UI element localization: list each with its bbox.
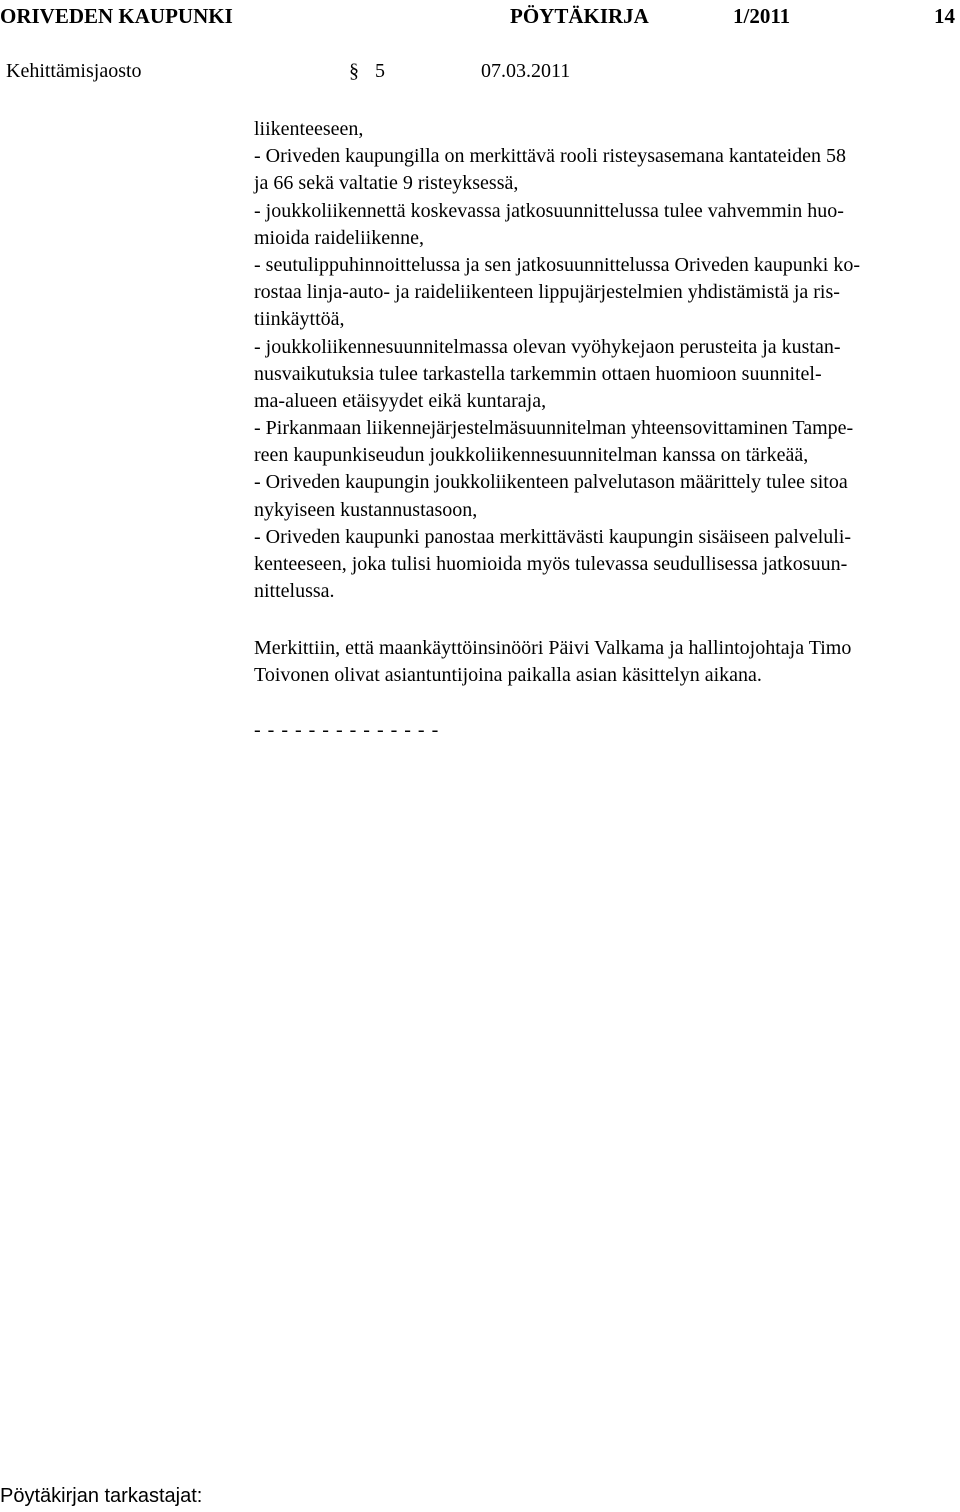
section-separator — [254, 717, 954, 744]
meeting-date: 07.03.2011 — [481, 60, 571, 82]
text-line: - joukkoliikennesuunnitelmassa olevan vyöhykejaon perusteita ja kustan- — [254, 335, 841, 358]
separator-line: - - - - - - - - - - - - - - — [254, 719, 440, 741]
text-line: nittelussa. — [254, 580, 335, 603]
text-line: - Pirkanmaan liikennejärjestelmäsuunnitelman yhteensovittaminen Tampe- — [254, 417, 854, 440]
document-type: PÖYTÄKIRJA — [510, 4, 649, 28]
section-sign: § — [349, 60, 359, 82]
text-line: reen kaupunkiseudun joukkoliikennesuunnitelman kanssa on tärkeää, — [254, 444, 809, 467]
text-line: nykyiseen kustannustasoon, — [254, 498, 478, 521]
section-number: 5 — [375, 60, 385, 82]
page-number: 14 — [934, 4, 955, 28]
text-line: Toivonen olivat asiantuntijoina paikalla asian käsittelyn aikana. — [254, 664, 762, 687]
text-line: - seutulippuhinnoittelussa ja sen jatkosuunnittelussa Oriveden kaupunki ko- — [254, 253, 861, 276]
text-line: ja 66 sekä valtatie 9 risteyksessä, — [254, 172, 519, 195]
text-line: tiinkäyttöä, — [254, 308, 345, 331]
text-line: mioida raideliikenne, — [254, 226, 424, 249]
organization-name: ORIVEDEN KAUPUNKI — [0, 4, 233, 28]
text-line: nusvaikutuksia tulee tarkastella tarkemmin ottaen huomioon suunnitel- — [254, 362, 822, 385]
committee-name: Kehittämisjaosto — [6, 60, 142, 82]
text-line: rostaa linja-auto- ja raideliikenteen lippujärjestelmien yhdistämistä ja ris- — [254, 281, 840, 304]
text-line: - joukkoliikennettä koskevassa jatkosuunnittelussa tulee vahvemmin huo- — [254, 199, 844, 222]
text-line: ma-alueen etäisyydet eikä kuntaraja, — [254, 389, 547, 412]
statement-list — [254, 116, 954, 605]
document-number: 1/2011 — [733, 4, 791, 28]
text-line: - Oriveden kaupunki panostaa merkittävästi kaupungin sisäiseen palveluli- — [254, 525, 852, 548]
text-line: - Oriveden kaupungin joukkoliikenteen palvelutason määrittely tulee sitoa — [254, 471, 848, 494]
text-line: kenteeseen, joka tulisi huomioida myös tulevassa seudullisessa jatkosuun- — [254, 553, 848, 575]
text-line: liikenteeseen, — [254, 118, 364, 140]
text-line: Merkittiin, että maankäyttöinsinööri Päivi Valkama ja hallintojohtaja Timo — [254, 637, 852, 659]
minutes-reviewers-label: Pöytäkirjan tarkastajat: — [0, 1485, 203, 1507]
closing-paragraph — [254, 635, 954, 689]
text-line: - Oriveden kaupungilla on merkittävä rooli risteysasemana kantateiden 58 — [254, 145, 847, 168]
